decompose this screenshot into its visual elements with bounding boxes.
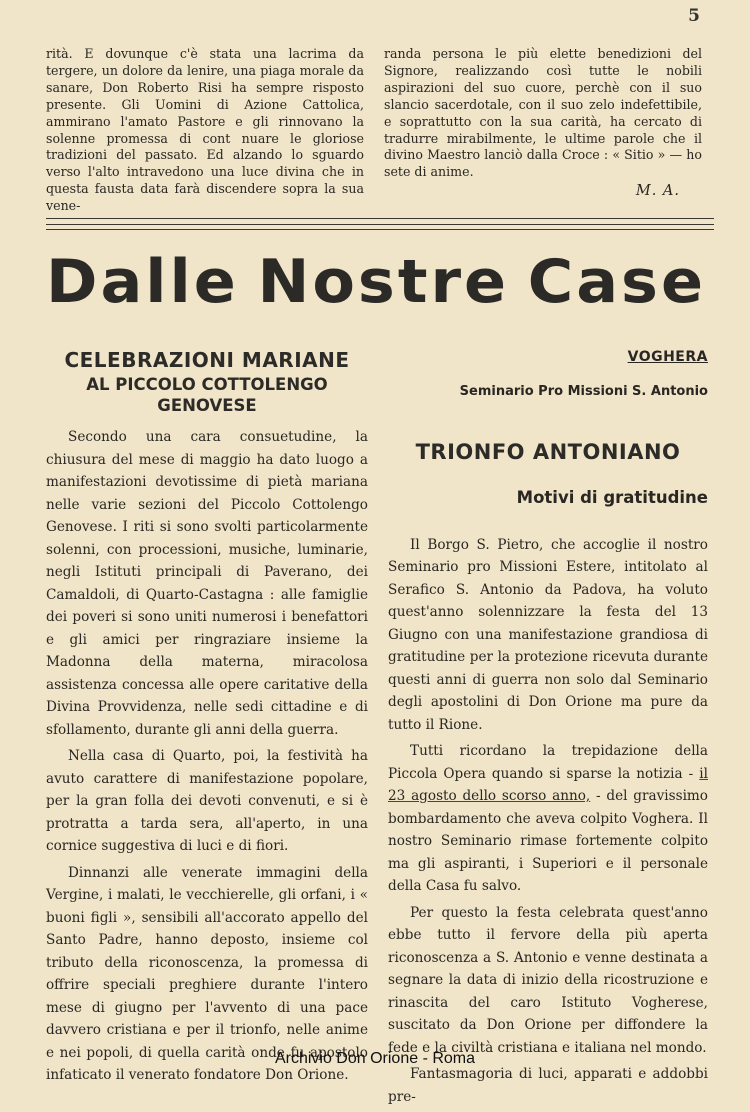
article-paragraph: Il Borgo S. Pietro, che accoglie il nostro Seminario pro Missioni Estere, intitolato al Serafico S. Antonio da Padova, ha voluto quest'anno solennizzare la festa del 13 Giugno con una manifestazione grandiosa di gratitudine per la protezione ricevuta durante questi anni di guerra non solo dal Seminario degli apostolini di Don Orione ma pure da tutto il Rione. (388, 536, 708, 733)
page-number: 5 (688, 6, 700, 26)
city-heading: VOGHERA (627, 349, 708, 365)
divider-rule (46, 229, 714, 230)
right-article (388, 346, 708, 1112)
article-subtitle-line: GENOVESE (157, 396, 257, 415)
top-article-right-text: randa persona le più elette benedizioni del Signore, realizzando così tutte le nobili aspirazioni del suo cuore, perchè con il suo slancio sacerdotale, con il suo zelo indefettibile, e soprattutto con la sua carità, ha cercato di tradurre mirabilmente, le ultime parole che il divino Maestro lanciò dalla Croce : « Sitio » — ho sete di anime. (384, 46, 702, 180)
article-paragraph: Fantasmagoria di luci, apparati e addobbi pre- (388, 1066, 708, 1105)
handwritten-underline: il 23 agosto dello scorso anno, (388, 765, 708, 804)
divider-rule (46, 224, 714, 225)
archive-watermark: Archivio Don Orione - Roma (274, 1050, 476, 1067)
article-subtitle (46, 374, 368, 416)
institution-heading: Seminario Pro Missioni S. Antonio (459, 383, 708, 399)
article-paragraph: Nella casa di Quarto, poi, la festività ha avuto carattere di manifestazione popolare, per la gran folla dei devoti convenuti, e si è protratta a tarda sera, all'aperto, in una cornice suggestiva di luci e di fiori. (46, 748, 368, 854)
article-subtitle: Motivi di gratitudine (516, 488, 708, 507)
left-article (46, 346, 368, 1091)
article-subtitle-line: AL PICCOLO COTTOLENGO (86, 375, 328, 394)
article-paragraph: Dinnanzi alle venerate immagini della Vergine, i malati, le vecchierelle, gli orfani, i « buoni figli », sensibili all'accorato appello del Santo Padre, hanno deposto, insieme col tributo della riconoscenza, la promessa di offrire speciali preghiere durante l'intero mese di giugno per l'avvento di una pace davvero cristiana e per il trionfo, nelle anime e nei popoli, di quella carità onde fu apostolo infaticato il venerato fondatore Don Orione. (46, 864, 368, 1083)
divider-rule (46, 218, 714, 219)
article-title: CELEBRAZIONI MARIANE (64, 348, 350, 372)
paragraph-text: Tutti ricordano la trepidazione della Piccola Opera quando si sparse la notizia - (388, 743, 708, 782)
masthead-word: Nostre (257, 246, 510, 317)
top-article-right-column (384, 46, 702, 200)
article-paragraph: Secondo una cara consuetudine, la chiusura del mese di maggio ha dato luogo a manifestazioni devotissime di pietà mariana nelle varie sezioni del Piccolo Cottolengo Genovese. I riti si sono svolti particolarmente solenni, con processioni, musiche, luminarie, negli Istituti principali di Paverano, dei Camaldoli, di Quarto-Castagna : alle famiglie dei poveri si sono uniti numerosi i benefattori e gli amici per ringraziare insieme la Madonna della materna, miracolosa assistenza concessa alle opere caritative della Divina Provvidenza, nelle sedi cittadine e di sfollamento, durante gli anni della guerra. (46, 429, 368, 738)
masthead-word: Case (527, 246, 706, 317)
masthead-word: Dalle (46, 246, 239, 317)
top-article-left-column: rità. E dovunque c'è stata una lacrima da tergere, un dolore da lenire, una piaga morale da sanare, Don Roberto Risi ha sempre risposto presente. Gli Uomini di Azione Cattolica, ammirano l'amato Pastore e gli rinnovano la solenne promessa di cont nuare le gloriose tradizioni del passato. Ed alzando lo sguardo verso l'alto intravedono una luce divina che in questa fausta data farà discendere sopra la sua vene- (46, 46, 364, 214)
section-masthead (46, 242, 706, 322)
article-paragraph: Per questo la festa celebrata quest'anno ebbe tutto il fervore della più aperta riconoscenza a S. Antonio e venne destinata a segnare la data di inizio della ricostruzione e rinascita del caro Istituto Vogherese, suscitato da Don Orione per diffondere la fede e la civiltà cristiana e italiana nel mondo. (388, 904, 708, 1056)
paragraph-text: - del gravissimo bombardamento che aveva colpito Voghera. Il nostro Seminario rimase fortemente colpito ma gli aspiranti, i Superiori e il personale della Casa fu salvo. (388, 788, 708, 894)
article-paragraph (388, 740, 708, 898)
article-title: TRIONFO ANTONIANO (415, 440, 681, 464)
author-signature: M. A. (635, 183, 680, 200)
